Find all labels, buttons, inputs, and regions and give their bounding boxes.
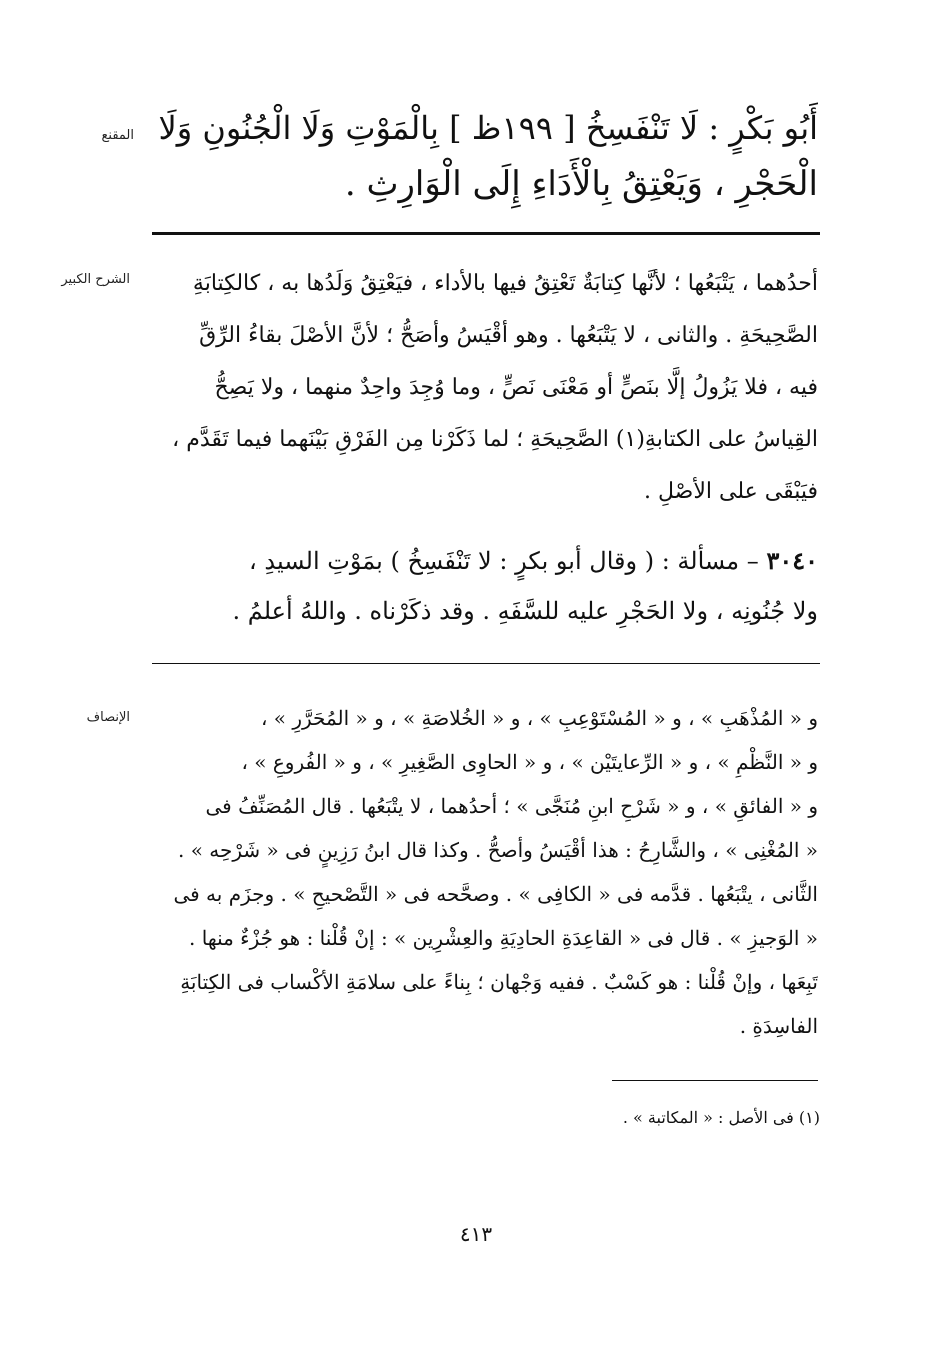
sharh-line-3: فيه ، فلا يَزُولُ إلَّا بنَصٍّ أو مَعْنَى نَصٍّ ، وما وُجِدَ واحِدٌ منهما ، ولا يَصِحُّ [214, 375, 818, 400]
sharh-line-5: فيَبْقَى على الأصْلِ . [644, 479, 818, 504]
insaf-line-3: و « الفائقِ » ، و « شَرْحِ ابنِ مُنَجَّى » ؛ أحدُهما ، لا يتْبَعُها . قال المُصَنِّفُ فى [205, 794, 818, 818]
masala-number: ٣٠٤٠ [766, 546, 818, 575]
footnote: (١) فى الأصل : « المكاتبة » . [622, 1108, 820, 1127]
masala-line-1 [150, 536, 818, 586]
muqni-line-1: أَبُو بَكْرٍ : لَا تَنْفَسِخُ [ ١٩٩ظ ] بِالْمَوْتِ وَلَا الْجُنُونِ وَلَا [158, 109, 818, 147]
sharh-line-1: أحدُهما ، يَتْبَعُها ؛ لأنَّها كِتابَةٌ تَعْتِقُ فيها بالأداء ، فيَعْتِقُ وَلَدُها به ، كالكِتابَةِ [192, 271, 818, 296]
insaf-divider [152, 663, 820, 664]
sharh-text [150, 258, 818, 518]
sharh-side-label: الشرح الكبير [61, 272, 130, 287]
insaf-line-4: « المُغْنِى » ، والشَّارِحُ : هذا أقْيَسُ وأصحُّ . وكذا قال ابنُ رَزِينٍ فى « شَرْحِه » . [177, 838, 818, 862]
muqni-text [150, 100, 818, 212]
insaf-line-1: و « المُذْهَبِ » ، و « المُسْتَوْعِبِ » ، و « الخُلاصَةِ » ، و « المُحَرَّرِ » ، [260, 706, 818, 730]
insaf-line-5: الثَّانى ، يتْبَعُها . قدَّمه فى « الكافِى » . وصحَّحه فى « التَّصْحيحِ » . وجزَم به فى [173, 882, 818, 906]
muqni-divider [152, 232, 820, 235]
masala-line-1-text: – مسألة : ( وقال أبو بكرٍ : لا تَنْفَسِخُ ) بمَوْتِ السيدِ ، [249, 547, 759, 575]
page-number: ٤١٣ [459, 1222, 493, 1246]
insaf-text [150, 696, 818, 1048]
masala-line-2: ولا جُنُونِه ، ولا الحَجْرِ عليه للسَّفَهِ . وقد ذكَرْناه . واللهُ أعلمُ . [232, 597, 818, 625]
insaf-line-2: و « النَّظْمِ » ، و « الرِّعايتَيْن » ، و « الحاوِى الصَّغِيرِ » ، و « الفُروعِ » ، [241, 750, 818, 774]
sharh-line-4: القِياسُ على الكتابةِ(١) الصَّحِيحَةِ ؛ لما ذَكَرْنا مِن الفَرْقِ بَيْنَهما فيما تَقَدَّم ، [172, 427, 818, 452]
insaf-line-7: تَبِعَها ، وإنْ قُلْنا : هو كَسْبٌ . ففيه وَجْهان ؛ بِناءً على سلامَةِ الأكْساب فى الكِتابَةِ [180, 970, 818, 994]
insaf-side-label: الإنصاف [86, 710, 130, 725]
insaf-line-6: « الوَجيزِ » . قال فى « القاعِدَةِ الحادِيَةِ والعِشْرِين » : إنْ قُلْنا : هو جُزْءٌ منها . [189, 926, 818, 950]
muqni-side-label: المقنع [101, 128, 134, 143]
sharh-line-2: الصَّحِيحَةِ . والثانى ، لا يَتْبَعُها . وهو أقْيَسُ وأصَحُّ ؛ لأنَّ الأصْلَ بقاءُ الرِّقِّ [199, 323, 818, 348]
muqni-line-2: الْحَجْرِ ، وَيَعْتِقُ بِالْأَدَاءِ إِلَى الْوَارِثِ . [344, 164, 818, 204]
insaf-line-8: الفاسِدَةِ . [739, 1014, 818, 1038]
masala-text [150, 536, 818, 636]
footnote-divider [612, 1080, 818, 1081]
